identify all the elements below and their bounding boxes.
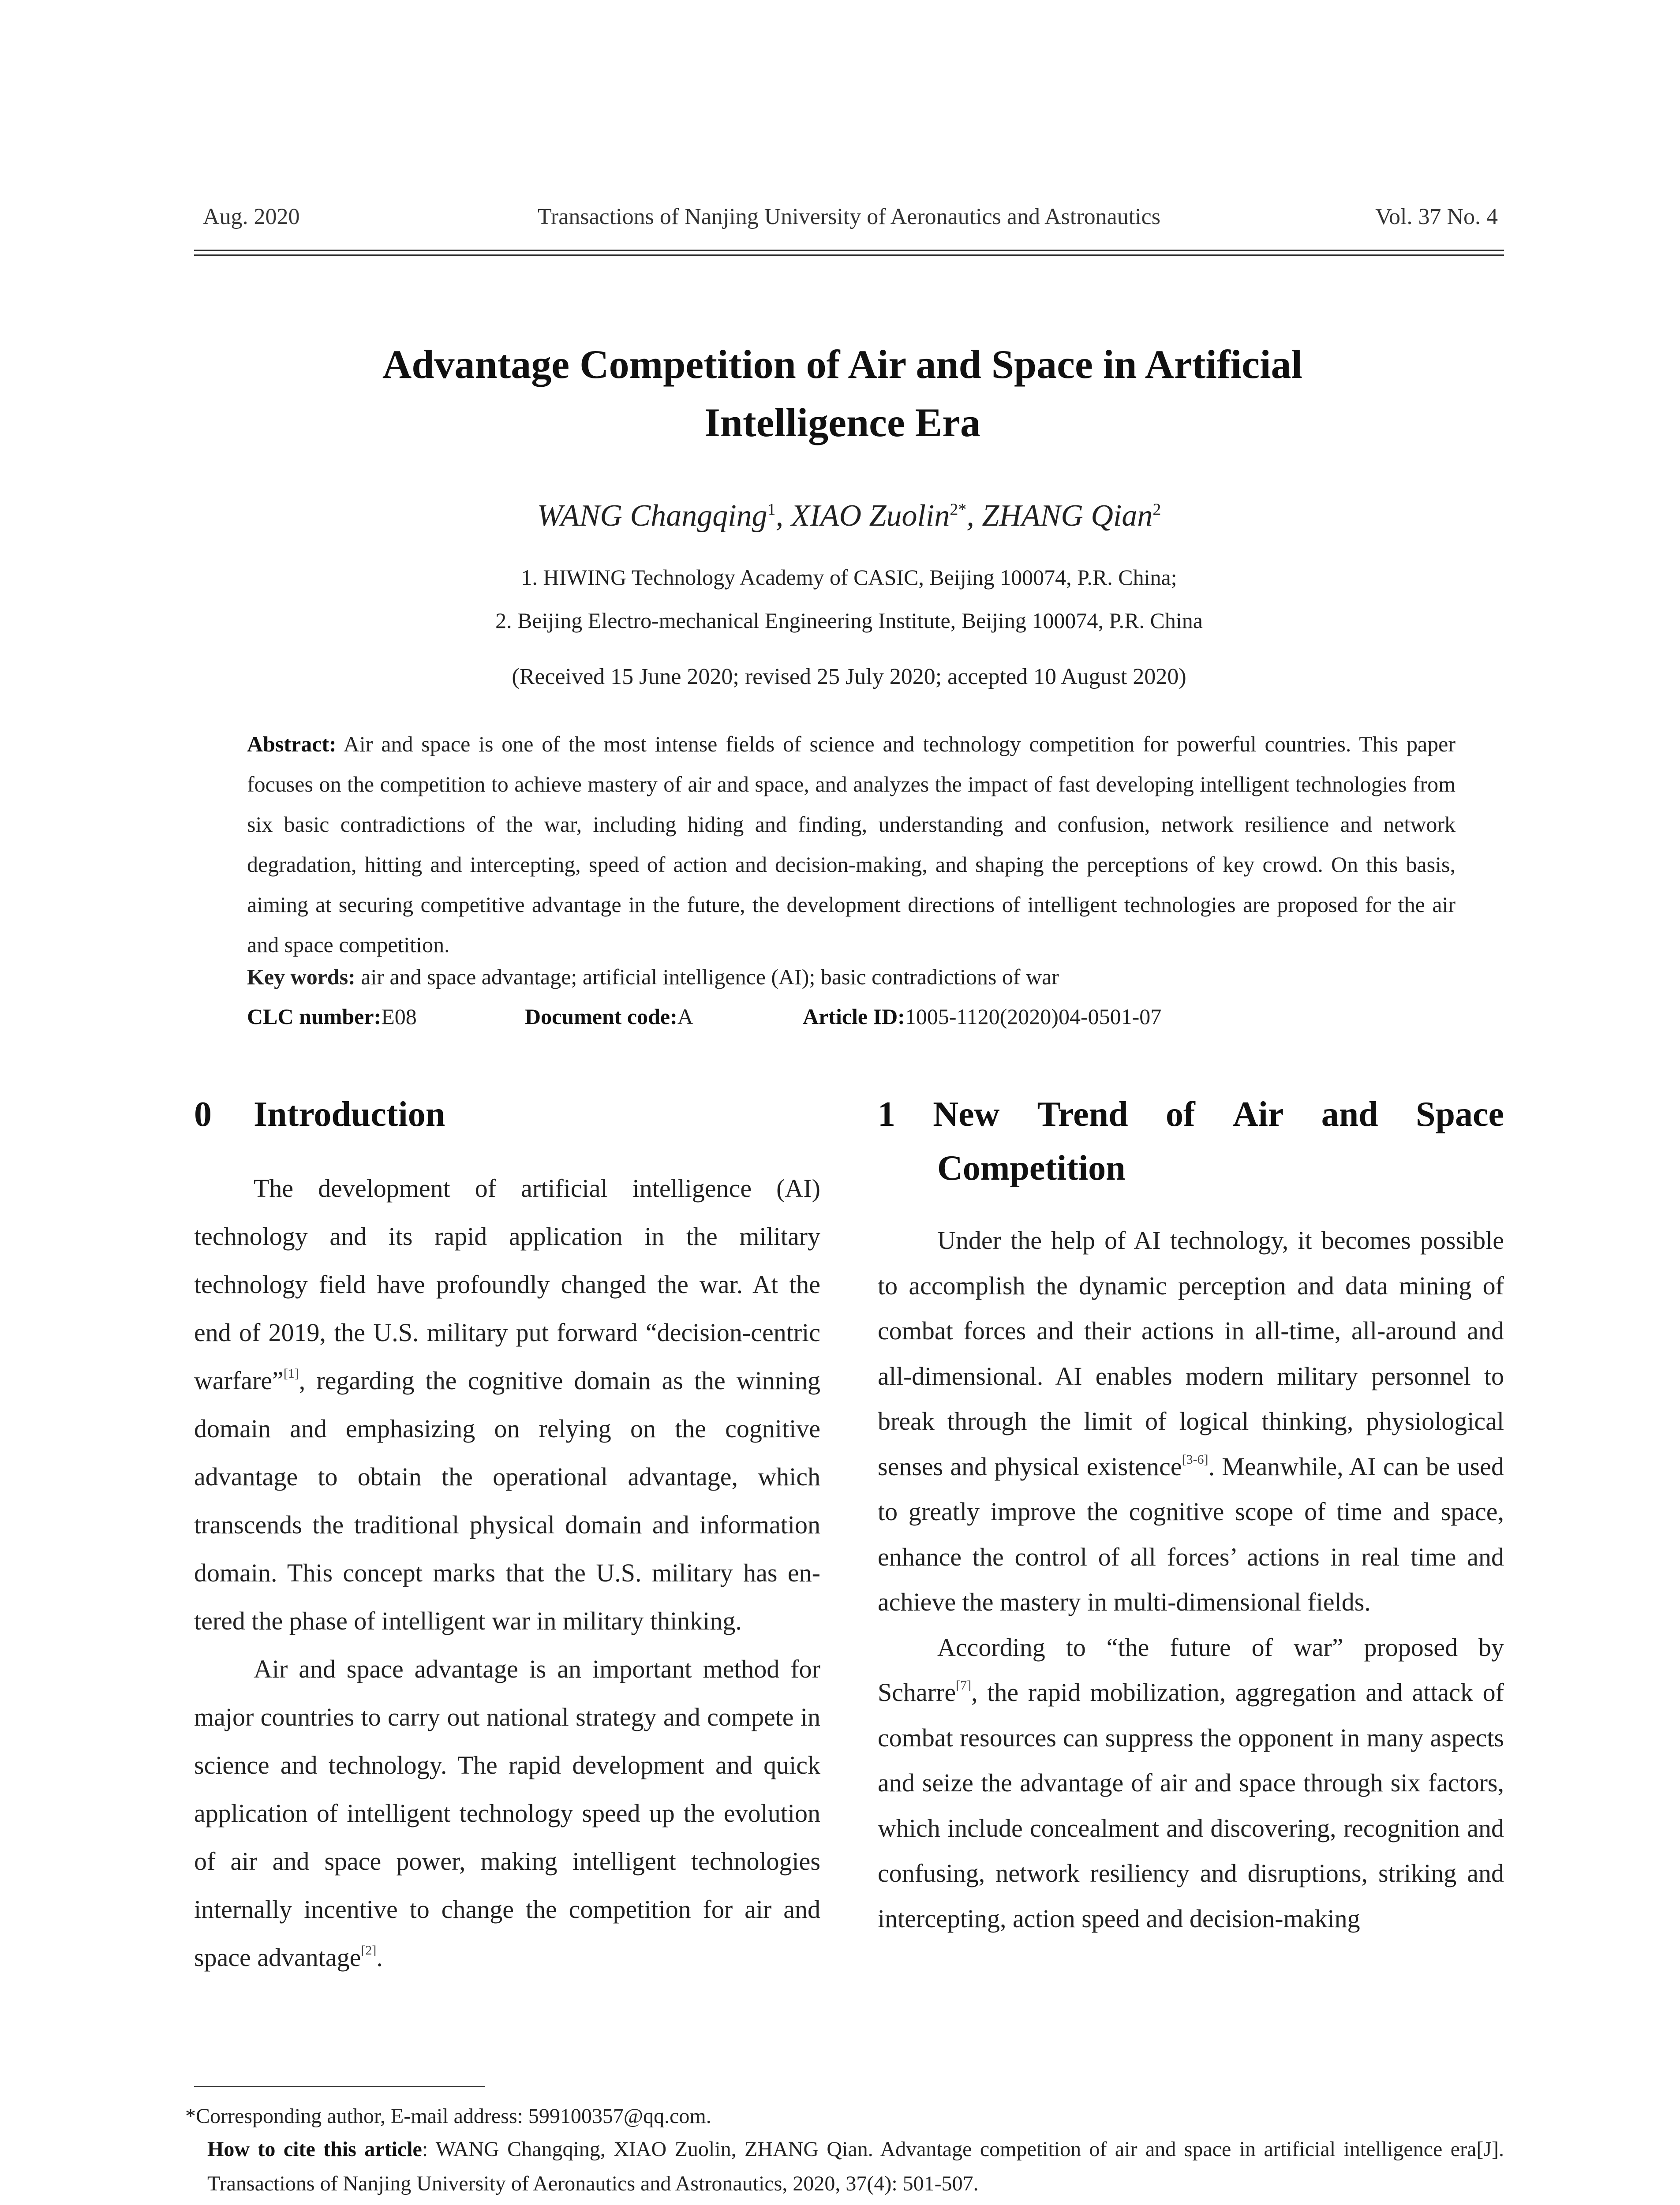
abstract bbox=[247, 724, 1456, 965]
trend-paragraph-2 bbox=[878, 1625, 1504, 1942]
corresponding-author-note: *Corresponding author, E-mail address: 599100357@qq.com. bbox=[185, 2104, 711, 2128]
affiliation-2: 2. Beijing Electro-mechanical Engineering Institute, Beijing 100074, P.R. China bbox=[495, 608, 1203, 633]
cite-text: : WANG Changqing, XIAO Zuolin, ZHANG Qian. Advantage competition of air and space in artificial intelligence era[J]. Transactions of Nanjing University of Aeronautics and Astronautics, 2020, 37(4): 501-507. bbox=[207, 2138, 1504, 2195]
citation-ref[interactable]: [3-6] bbox=[1182, 1452, 1209, 1467]
title-word: Air bbox=[1232, 1095, 1284, 1134]
intro-paragraph-2 bbox=[194, 1645, 820, 1981]
doc-label: Document code: bbox=[525, 1004, 677, 1029]
keywords-text: air and space advantage; artificial intelligence (AI); basic contradictions of war bbox=[361, 964, 1059, 989]
footnote-rule bbox=[194, 2086, 485, 2087]
doc-value: A bbox=[677, 1004, 693, 1029]
title-word: Trend bbox=[1037, 1095, 1128, 1134]
text-run: Under the help of AI technology, it becomes possible to accomplish the dynamic perception and data mining of combat forces and their actions in all-time, all-around and all-dimensional. AI enables modern military personnel to break through the limit of logical thinking, physiological senses and physical existence bbox=[878, 1226, 1504, 1481]
citation-ref[interactable]: [7] bbox=[956, 1678, 972, 1693]
abstract-text: Air and space is one of the most intense fields of science and technology competition for powerful countries. This paper focuses on the competition to achieve mastery of air and space, and analyzes the impact of fast developing intelligent technologies from six basic contradictions of the war, including hiding and finding, understanding and confusion, network resilience and network degradation, hitting and intercepting, speed of action and decision-making, and shaping the perceptions of key crowd. On this basis, aiming at securing competitive advantage in the future, the development directions of intelligent technologies are proposed for the air and space competition. bbox=[247, 732, 1456, 957]
author-mark: 2 bbox=[1152, 500, 1161, 519]
author-list: WANG Changqing$^1$, XIAO Zuolin$^{2*}$, ZHANG Qian$^2$ bbox=[537, 499, 1161, 533]
header-rule bbox=[194, 250, 1504, 256]
keywords bbox=[247, 964, 1456, 990]
left-column bbox=[194, 1164, 820, 1981]
section-heading-new-trend bbox=[878, 1088, 1504, 1195]
classification-line bbox=[247, 1004, 1456, 1035]
section-title-line-1 bbox=[878, 1088, 1504, 1141]
citation-ref[interactable]: [1] bbox=[283, 1366, 299, 1381]
title-word: New bbox=[933, 1095, 1000, 1134]
running-header bbox=[194, 204, 1504, 235]
title-word: Space bbox=[1415, 1095, 1504, 1134]
text-run: Air and space advantage is an important method for major countries to carry out national strategy and compete in science and technology. The rapid development and quick application of intelligent technology speed up the evolution of air and space power, making intelligent technologies internally incentive to change the competition for air and space advantage bbox=[194, 1655, 820, 1972]
title-word: of bbox=[1165, 1095, 1195, 1134]
text-run: The development of artificial intelligence (AI) technology and its rapid application in the military technology field have profoundly changed the war. At the end of 2019, the U.S. military put forward “decision-centric warfare” bbox=[194, 1174, 820, 1395]
affiliation-1: 1. HIWING Technology Academy of CASIC, Beijing 100074, P.R. China; bbox=[521, 565, 1177, 590]
author-name: WANG Changqing bbox=[537, 499, 767, 533]
clc-label: CLC number: bbox=[247, 1004, 382, 1029]
citation-ref[interactable]: [2] bbox=[361, 1943, 377, 1958]
title-line-2: Intelligence Era bbox=[704, 400, 980, 445]
received-dates: (Received 15 June 2020; revised 25 July 2020; accepted 10 August 2020) bbox=[512, 664, 1186, 689]
section-number: 0 bbox=[194, 1095, 212, 1134]
article-value: 1005-1120(2020)04-0501-07 bbox=[905, 1004, 1162, 1029]
header-date: Aug. 2020 bbox=[203, 204, 300, 229]
section-title: Introduction bbox=[254, 1095, 445, 1134]
author-mark: 1 bbox=[767, 500, 776, 519]
header-volume: Vol. 37 No. 4 bbox=[1375, 204, 1498, 229]
cite-label: How to cite this article bbox=[207, 2138, 422, 2161]
intro-paragraph-1 bbox=[194, 1164, 820, 1645]
clc-number bbox=[247, 1004, 417, 1029]
header-journal: Transactions of Nanjing University of Aeronautics and Astronautics bbox=[538, 204, 1160, 229]
text-run: . Meanwhile, AI can be used to greatly improve the cognitive scope of time and space, enhance the control of all forces’ actions in real time and achieve the mastery in multi-dimensional fields. bbox=[878, 1452, 1504, 1616]
document-code bbox=[525, 1004, 693, 1029]
section-number: 1 bbox=[878, 1095, 895, 1134]
keywords-label: Key words: bbox=[247, 964, 355, 989]
article-label: Article ID: bbox=[803, 1004, 905, 1029]
text-run: , regarding the cognitive domain as the winning domain and emphasizing on relying on the cognitive advantage to obtain the operational advantage, which transcends the traditional physical domain and information domain. This concept marks that the U.S. military has entered the phase of intelligent war in military thinking. bbox=[194, 1366, 820, 1635]
title-word: and bbox=[1321, 1095, 1378, 1134]
abstract-label: Abstract: bbox=[247, 732, 337, 756]
article-id bbox=[803, 1004, 1161, 1029]
citation-note bbox=[207, 2132, 1504, 2201]
author-name: XIAO Zuolin bbox=[791, 499, 950, 533]
clc-value: E08 bbox=[381, 1004, 417, 1029]
author-name: ZHANG Qian bbox=[982, 499, 1153, 533]
title-line-1: Advantage Competition of Air and Space in Artificial bbox=[382, 342, 1303, 387]
author-mark: 2* bbox=[950, 500, 967, 519]
text-run: According to “the future of war” proposed by Scharre bbox=[878, 1633, 1504, 1707]
paper-title bbox=[265, 335, 1420, 452]
right-column bbox=[878, 1218, 1504, 1941]
text-run: , the rapid mobilization, aggregation and attack of combat resources can suppress the opponent in many aspects and seize the advantage of air and space through six factors, which include concealment and discovering, recognition and confusing, network resiliency and disruptions, striking and intercepting, action speed and decision-making bbox=[878, 1678, 1504, 1933]
trend-paragraph-1 bbox=[878, 1218, 1504, 1625]
text-run: . bbox=[376, 1943, 383, 1972]
section-title-line-2: Competition bbox=[937, 1149, 1126, 1188]
section-heading-introduction bbox=[194, 1088, 820, 1141]
